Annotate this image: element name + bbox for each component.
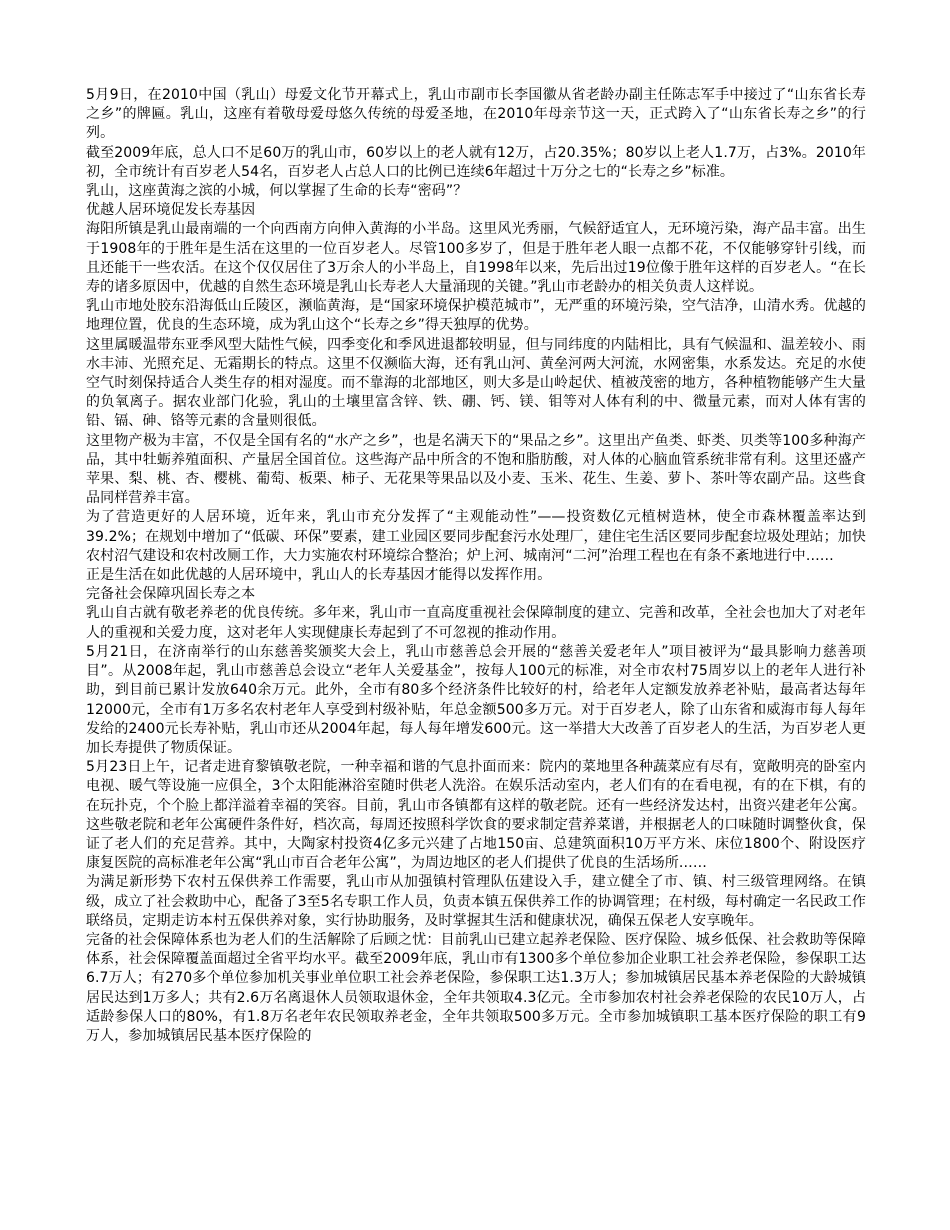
section-heading-environment: 优越人居环境促发长寿基因 xyxy=(86,202,256,219)
paragraph-products: 这里物产极为丰富，不仅是全国有名的“水产之乡”，也是名满天下的“果品之乡”。这里出产鱼类、虾类、贝类等100多种海产品，其中牡蛎养殖面积、产量居全国首位。这些海产品中所含的不饱和脂肪酸，对人体的心脑血管系统非常有利。这里还盛产苹果、梨、桃、杏、樱桃、葡萄、板栗、柿子、无花果等果品以及小麦、玉米、花生、生姜、萝卜、茶叶等农副产品。这些食品同样营养丰富。 xyxy=(86,432,866,507)
section-heading-social-security: 完备社会保障巩固长寿之本 xyxy=(86,586,256,603)
paragraph-insurance-system: 完备的社会保障体系也为老人们的生活解除了后顾之忧：目前乳山已建立起养老保险、医疗保险、城乡低保、社会救助等保障体系，社会保障覆盖面超过全省平均水平。截至2009年底，乳山市有1300多个单位参加企业职工社会养老保险，参保职工达6.7万人；有270多个单位参加机关事业单位职工社会养老保险，参保职工达1.3万人；参加城镇居民基本养老保险的大龄城镇居民达到1万多人；共有2.6万名离退休人员领取退休金，全年共领取4.3亿元。全市参加农村社会养老保险的农民10万人，占适龄参保人口的80%，有1.8万名老年农民领取养老金，全年共领取500多万元。全市参加城镇职工基本医疗保险的职工有9万人，参加城镇居民基本医疗保险的 xyxy=(86,931,866,1044)
paragraph-environment-summary: 正是生活在如此优越的人居环境中，乳山人的长寿基因才能得以发挥作用。 xyxy=(86,567,552,584)
paragraph-respect-elderly: 乳山自古就有敬老养老的优良传统。多年来，乳山市一直高度重视社会保障制度的建立、完善和改革，全社会也加大了对老年人的重视和关爱力度，这对老年人实现健康长寿起到了不可忽视的推动作用。 xyxy=(86,605,866,641)
intro-paragraph-statistics: 截至2009年底，总人口不足60万的乳山市，60岁以上的老人就有12万，占20.35%；80岁以上老人1.7万，占3%。2010年初，全市统计有百岁老人54名，百岁老人占总人口的比例已连续6年超过十万分之七的“长寿之乡”标准。 xyxy=(86,144,866,180)
paragraph-geography: 乳山市地处胶东沿海低山丘陵区，濒临黄海，是“国家环境保护模范城市”，无严重的环境污染，空气洁净，山清水秀。优越的地理位置，优良的生态环境，成为乳山这个“长寿之乡”得天独厚的优势。 xyxy=(86,298,866,334)
paragraph-nursing-home: 5月23日上午，记者走进育黎镇敬老院，一种幸福和谐的气息扑面而来：院内的菜地里各种蔬菜应有尽有，宽敞明亮的卧室内电视、暖气等设施一应俱全，3个太阳能淋浴室随时供老人洗浴。在娱乐活动室内，老人们有的在看电视，有的在下棋，有的在玩扑克，个个脸上都洋溢着幸福的笑容。目前，乳山市各镇都有这样的敬老院。还有一些经济发达村，出资兴建老年公寓。这些敬老院和老年公寓硬件条件好，档次高，每周还按照科学饮食的要求制定营养菜谱，并根据老人的口味随时调整伙食，保证了老人们的充足营养。其中，大陶家村投资4亿多元兴建了占地150亩、总建筑面积10万平方米、床位1800个、附设医疗康复医院的高标准老年公寓“乳山市百合老年公寓”，为周边地区的老人们提供了优良的生活场所…… xyxy=(86,759,866,872)
intro-question: 乳山，这座黄海之滨的小城，何以掌握了生命的长寿“密码”？ xyxy=(86,183,468,200)
paragraph-green-initiatives: 为了营造更好的人居环境，近年来，乳山市充分发挥了“主观能动性”——投资数亿元植树造林，使全市森林覆盖率达到39.2%；在规划中增加了“低碳、环保”要素，建工业园区要同步配套污水处理厂，建住宅生活区要同步配套垃圾处理站；加快农村沼气建设和农村改厕工作，大力实施农村环境综合整治；炉上河、城南河“二河”治理工程也在有条不紊地进行中…… xyxy=(86,509,866,564)
paragraph-charity-award: 5月21日，在济南举行的山东慈善奖颁奖大会上，乳山市慈善总会开展的“慈善关爱老年人”项目被评为“最具影响力慈善项目”。从2008年起，乳山市慈善总会设立“老年人关爱基金”，按每人100元的标准，对全市农村75周岁以上的老年人进行补助，到目前已累计发放640余万元。此外，全市有80多个经济条件比较好的村，给老年人定额发放养老补贴，最高者达每年12000元，全市有1万多名农村老年人享受到村级补贴，年总金额500多万元。对于百岁老人，除了山东省和威海市每人每年发给的2400元长寿补贴，乳山市还从2004年起，每人每年增发600元。这一举措大大改善了百岁老人的生活，为百岁老人更加长寿提供了物质保证。 xyxy=(86,643,866,756)
paragraph-five-guarantees: 为满足新形势下农村五保供养工作需要，乳山市从加强镇村管理队伍建设入手，建立健全了市、镇、村三级管理网络。在镇级，成立了社会救助中心，配备了3至5名专职工作人员，负责本镇五保供养工作的协调管理；在村级，每村确定一名民政工作联络员，定期走访本村五保供养对象，实行协助服务，及时掌握其生活和健康状况，确保五保老人安享晚年。 xyxy=(86,874,866,929)
intro-paragraph-plaque: 5月9日，在2010中国（乳山）母爱文化节开幕式上，乳山市副市长李国徽从省老龄办副主任陈志军手中接过了“山东省长寿之乡”的牌匾。乳山，这座有着敬母爱母悠久传统的母爱圣地，在2010年母亲节这一天，正式跨入了“山东省长寿之乡”的行列。 xyxy=(86,87,866,142)
paragraph-climate: 这里属暖温带东亚季风型大陆性气候，四季变化和季风进退都较明显，但与同纬度的内陆相比，具有气候温和、温差较小、雨水丰沛、光照充足、无霜期长的特点。这里不仅濒临大海，还有乳山河、黄垒河两大河流，水网密集，水系发达。充足的水使空气时刻保持适合人类生存的相对湿度。而不靠海的北部地区，则大多是山岭起伏、植被茂密的地方，各种植物能够产生大量的负氧离子。据农业部门化验，乳山的土壤里富含锌、铁、硼、钙、镁、钼等对人体有利的中、微量元素，而对人体有害的铅、镉、砷、铬等元素的含量则很低。 xyxy=(86,336,866,430)
paragraph-haiyangsuo: 海阳所镇是乳山最南端的一个向西南方向伸入黄海的小半岛。这里风光秀丽，气候舒适宜人，无环境污染，海产品丰富。出生于1908年的于胜年是生活在这里的一位百岁老人。尽管100多岁了，但是于胜年老人眼一点都不花，不仅能够穿针引线，而且还能干一些农活。在这个仅仅居住了3万余人的小半岛上，自1998年以来，先后出过19位像于胜年这样的百岁老人。“在长寿的诸多原因中，优越的自然生态环境是乳山长寿老人大量涌现的关键。”乳山市老龄办的相关负责人这样说。 xyxy=(86,221,866,296)
article-body xyxy=(86,86,866,1046)
